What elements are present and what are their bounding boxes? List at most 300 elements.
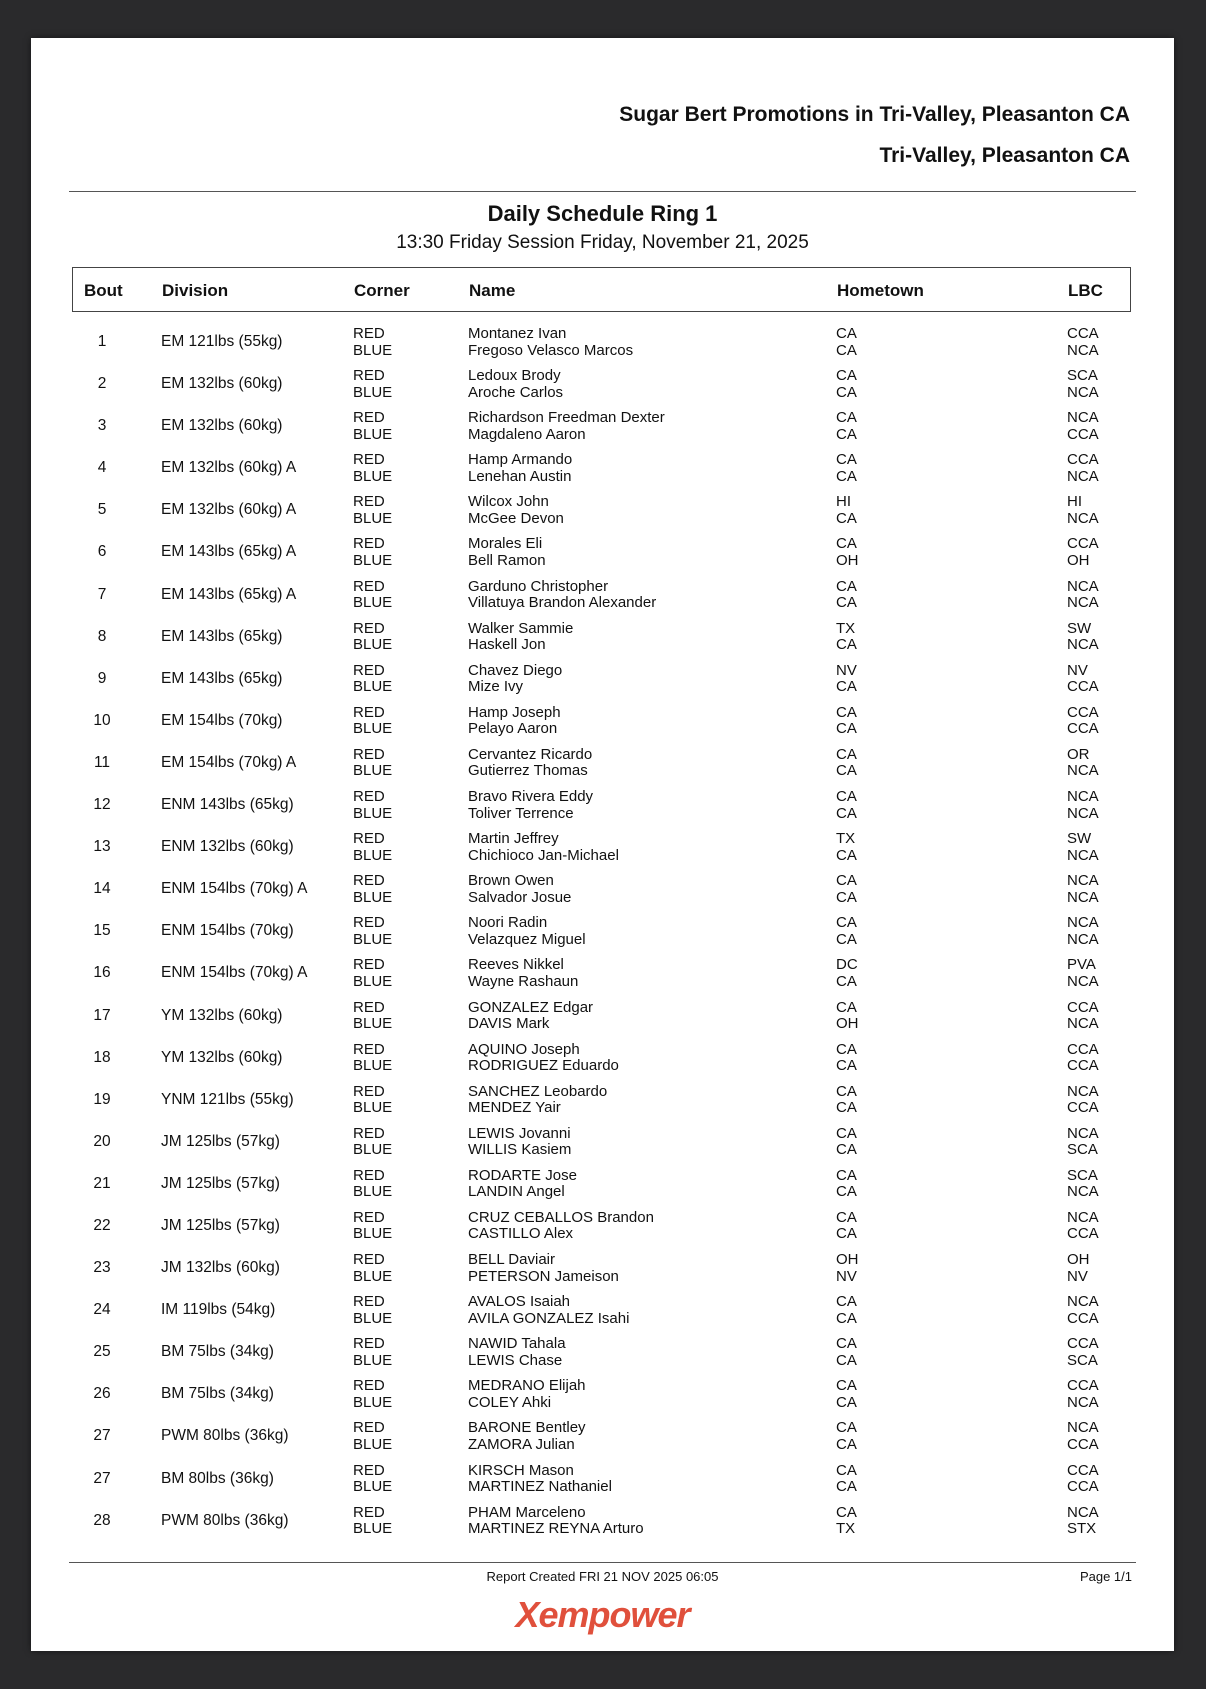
hometown [836,915,857,948]
lbc-red: CCA [1067,703,1099,721]
hometown-blue: CA [836,594,857,612]
lbc [1067,326,1099,359]
hometown-red: CA [836,745,857,763]
boxer-name-red: Garduno Christopher [468,577,609,595]
corner [353,1252,392,1285]
corner-red: RED [353,325,385,342]
bout-number: 11 [93,753,111,771]
hometown [836,1463,857,1496]
hometown-blue: CA [836,720,857,738]
boxer-name [468,1084,607,1117]
hometown-blue: CA [836,1478,857,1496]
boxer-name-blue: Pelayo Aaron [468,720,558,738]
corner-blue: BLUE [353,972,393,990]
lbc [1067,1210,1099,1243]
lbc [1067,1336,1099,1369]
corner [353,1210,392,1243]
hometown-red: CA [836,1461,857,1479]
boxer-name-blue: AVILA GONZALEZ Isahi [468,1309,630,1327]
corner [353,1168,392,1201]
table-row [31,1080,1174,1122]
division: EM 132lbs (60kg) [161,417,283,435]
division: PWM 80lbs (36kg) [161,1511,289,1529]
corner [353,705,392,738]
lbc-blue: NCA [1067,467,1099,485]
lbc [1067,831,1099,864]
hometown-blue: CA [836,1099,857,1117]
xempower-logo: Xempower [515,1594,690,1635]
boxer-name-red: Martin Jeffrey [468,830,559,848]
corner [353,1294,392,1327]
lbc [1067,1294,1099,1327]
corner [353,579,392,612]
boxer-name-blue: WILLIS Kasiem [468,1141,572,1159]
hometown [836,621,857,654]
hometown-red: OH [836,1251,859,1269]
lbc [1067,1168,1099,1201]
lbc-blue: SCA [1067,1141,1098,1159]
bout-number: 7 [97,585,107,603]
boxer-name-red: Ledoux Brody [468,367,561,385]
hometown [836,1042,857,1075]
table-header [72,267,1131,312]
corner-blue: BLUE [353,888,393,906]
corner-red: RED [353,956,385,974]
hometown [836,368,857,401]
boxer-name-blue: LEWIS Chase [468,1351,563,1369]
lbc-blue: CCA [1067,1309,1099,1327]
boxer-name-red: CRUZ CEBALLOS Brandon [468,1208,654,1226]
hometown [836,1168,857,1201]
corner-red: RED [353,1251,385,1269]
hometown-red: CA [836,872,857,890]
bout-number: 20 [93,1132,111,1150]
boxer-name-red: PHAM Marceleno [468,1503,586,1521]
boxer-name [468,1252,619,1285]
boxer-name-red: KIRSCH Mason [468,1461,574,1479]
boxer-name [468,326,633,359]
table-row [31,532,1174,574]
boxer-name [468,410,665,443]
corner-blue: BLUE [353,594,393,612]
lbc [1067,1505,1099,1538]
lbc-red: HI [1067,493,1082,511]
corner-blue: BLUE [353,804,393,822]
table-row [31,575,1174,617]
lbc-red: SW [1067,830,1092,848]
lbc [1067,579,1099,612]
lbc-blue: CCA [1067,1099,1099,1117]
lbc-blue: NCA [1067,972,1099,990]
corner-red: RED [353,788,385,806]
lbc-red: NV [1067,661,1088,679]
division: ENM 154lbs (70kg) A [161,880,308,898]
division: EM 154lbs (70kg) A [161,753,297,771]
hometown [836,747,857,780]
corner [353,410,392,443]
hometown-red: DC [836,956,858,974]
boxer-name-blue: Haskell Jon [468,636,546,654]
boxer-name [468,536,546,569]
corner-red: RED [353,535,385,553]
bout-number: 6 [97,543,107,561]
boxer-name-red: Richardson Freedman Dexter [468,409,665,427]
division: EM 143lbs (65kg) A [161,543,297,561]
lbc [1067,1126,1099,1159]
boxer-name-blue: PETERSON Jameison [468,1267,619,1285]
corner-blue: BLUE [353,1351,393,1369]
corner [353,831,392,864]
boxer-name-red: LEWIS Jovanni [468,1124,571,1142]
table-row [31,1164,1174,1206]
bout-number: 24 [93,1301,111,1319]
page-number: Page 1/1 [1079,1569,1132,1584]
division: JM 125lbs (57kg) [161,1216,280,1234]
bout-number: 4 [97,459,107,477]
lbc [1067,915,1099,948]
boxer-name-blue: ZAMORA Julian [468,1435,575,1453]
division: EM 143lbs (65kg) A [161,585,297,603]
lbc [1067,452,1099,485]
table-row [31,953,1174,995]
footer-divider [69,1562,1136,1563]
bout-number: 26 [93,1385,111,1403]
lbc-red: NCA [1067,1293,1099,1311]
table-row [31,1332,1174,1374]
corner-blue: BLUE [353,636,393,654]
boxer-name [468,1210,654,1243]
hometown-blue: CA [836,1141,857,1159]
corner-blue: BLUE [353,1520,393,1538]
division: BM 80lbs (36kg) [161,1469,274,1487]
lbc-red: NCA [1067,1124,1099,1142]
division: EM 143lbs (65kg) [161,669,283,687]
boxer-name-red: Hamp Joseph [468,703,561,721]
hometown-red: CA [836,367,857,385]
corner-red: RED [353,409,385,427]
column-header-bout: Bout [84,281,123,300]
lbc-blue: NCA [1067,594,1099,612]
division: ENM 154lbs (70kg) [161,922,294,940]
lbc-red: CCA [1067,535,1099,553]
corner-blue: BLUE [353,1225,393,1243]
corner-red: RED [353,1503,385,1521]
corner [353,536,392,569]
hometown-blue: OH [836,1015,859,1032]
corner-blue: BLUE [353,467,393,485]
boxer-name-blue: Fregoso Velasco Marcos [468,341,634,359]
venue-title: Tri-Valley, Pleasanton CA [879,144,1130,167]
table-row [31,869,1174,911]
hometown-red: CA [836,535,857,553]
lbc-red: NCA [1067,577,1099,595]
lbc-red: NCA [1067,1503,1099,1521]
lbc-red: SW [1067,619,1092,637]
hometown-blue: CA [836,1435,857,1453]
hometown-blue: CA [836,509,857,527]
corner-blue: BLUE [353,762,393,780]
table-row [31,1290,1174,1332]
table-row [31,1501,1174,1543]
corner [353,789,392,822]
corner [353,1042,392,1075]
boxer-name-blue: MENDEZ Yair [468,1099,561,1117]
boxer-name [468,915,586,948]
hometown-red: CA [836,1419,857,1437]
lbc-red: PVA [1067,956,1096,974]
hometown-blue: TX [836,1520,856,1538]
hometown-blue: OH [836,551,859,569]
hometown [836,1378,857,1411]
bout-number: 10 [93,711,111,729]
lbc [1067,368,1099,401]
corner-blue: BLUE [353,846,393,864]
hometown-red: TX [836,619,856,637]
lbc [1067,1420,1099,1453]
corner [353,1084,392,1117]
corner-blue: BLUE [353,1435,393,1453]
bout-number: 19 [93,1090,111,1108]
header-divider [69,191,1136,192]
column-header-name: Name [469,281,516,300]
lbc-red: CCA [1067,1335,1099,1353]
boxer-name [468,1126,571,1159]
table-row [31,827,1174,869]
hometown-red: CA [836,703,857,721]
hometown [836,831,857,864]
corner [353,494,392,527]
table-row [31,1122,1174,1164]
lbc-blue: NCA [1067,804,1099,822]
table-row [31,490,1174,532]
hometown-blue: CA [836,1183,857,1201]
corner [353,1463,392,1496]
boxer-name-blue: MARTINEZ Nathaniel [468,1478,612,1496]
hometown [836,579,857,612]
hometown-red: HI [836,493,851,511]
hometown-blue: CA [836,1393,857,1411]
hometown-blue: CA [836,467,857,485]
lbc-blue: NCA [1067,341,1099,359]
table-row [31,448,1174,490]
lbc-red: CCA [1067,325,1099,342]
corner-blue: BLUE [353,1141,393,1159]
report-created: Report Created FRI 21 NOV 2025 06:05 [486,1569,719,1584]
boxer-name [468,1000,593,1033]
promoter-title: Sugar Bert Promotions in Tri-Valley, Pleasanton CA [619,103,1130,126]
lbc-blue: CCA [1067,1225,1099,1243]
hometown-blue: CA [836,383,857,401]
boxer-name-blue: COLEY Ahki [468,1393,552,1411]
corner-red: RED [353,1293,385,1311]
corner-red: RED [353,914,385,932]
table-row [31,785,1174,827]
lbc [1067,494,1099,527]
table-row [31,743,1174,785]
corner [353,326,392,359]
hometown [836,1336,857,1369]
boxer-name [468,747,592,780]
hometown-blue: CA [836,636,857,654]
lbc [1067,747,1099,780]
hometown [836,494,857,527]
hometown-red: CA [836,1293,857,1311]
lbc-blue: CCA [1067,678,1099,696]
lbc-blue: NCA [1067,1393,1099,1411]
hometown-blue: NV [836,1267,857,1285]
hometown [836,1294,857,1327]
lbc-blue: STX [1067,1520,1097,1538]
column-header-hometown: Hometown [837,281,924,300]
boxer-name [468,789,593,822]
boxer-name-blue: Magdaleno Aaron [468,425,586,443]
lbc [1067,1252,1090,1285]
boxer-name [468,452,572,485]
lbc-red: NCA [1067,872,1099,890]
table-row [31,1038,1174,1080]
lbc-blue: NCA [1067,1183,1099,1201]
hometown-red: CA [836,1040,857,1058]
corner-red: RED [353,830,385,848]
corner [353,663,392,696]
corner-red: RED [353,1335,385,1353]
corner-blue: BLUE [353,1015,393,1032]
boxer-name [468,621,573,654]
lbc [1067,789,1099,822]
document-page [31,38,1174,1651]
hometown [836,663,857,696]
hometown-red: CA [836,325,857,342]
lbc-blue: CCA [1067,720,1099,738]
lbc [1067,536,1099,569]
bout-number: 28 [93,1511,111,1529]
boxer-name [468,1294,629,1327]
lbc-blue: CCA [1067,1478,1099,1496]
lbc-red: NCA [1067,1082,1099,1100]
hometown-red: CA [836,1166,857,1184]
boxer-name-blue: CASTILLO Alex [468,1225,574,1243]
corner [353,957,392,990]
hometown-blue: CA [836,930,857,948]
lbc-red: CCA [1067,1040,1099,1058]
corner-blue: BLUE [353,1099,393,1117]
corner-red: RED [353,493,385,511]
boxer-name-red: BELL Daviair [468,1251,555,1269]
boxer-name-blue: RODRIGUEZ Eduardo [468,1057,619,1075]
hometown-blue: CA [836,341,857,359]
hometown-red: CA [836,998,857,1016]
corner-red: RED [353,367,385,385]
corner-blue: BLUE [353,1393,393,1411]
division: EM 132lbs (60kg) A [161,459,297,477]
boxer-name-red: Bravo Rivera Eddy [468,788,594,806]
bout-number: 12 [93,796,111,814]
boxer-name-red: Walker Sammie [468,619,574,637]
boxer-name-red: Brown Owen [468,872,554,890]
bout-number: 27 [93,1469,111,1487]
lbc [1067,705,1099,738]
corner-red: RED [353,577,385,595]
corner [353,621,392,654]
boxer-name-blue: Salvador Josue [468,888,572,906]
hometown [836,705,857,738]
hometown [836,1126,857,1159]
boxer-name [468,1505,644,1538]
division: EM 132lbs (60kg) A [161,501,297,519]
hometown-red: CA [836,914,857,932]
boxer-name-blue: Mize Ivy [468,678,524,696]
corner-blue: BLUE [353,341,393,359]
table-row [31,1416,1174,1458]
boxer-name-red: SANCHEZ Leobardo [468,1082,608,1100]
lbc-red: NCA [1067,409,1099,427]
division: JM 125lbs (57kg) [161,1174,280,1192]
hometown-blue: CA [836,1225,857,1243]
boxer-name-blue: Velazquez Miguel [468,930,586,948]
bout-number: 2 [97,375,107,393]
boxer-name-red: AVALOS Isaiah [468,1293,570,1311]
boxer-name [468,957,578,990]
boxer-name-blue: McGee Devon [468,509,564,527]
corner-blue: BLUE [353,930,393,948]
corner-blue: BLUE [353,551,393,569]
lbc [1067,410,1099,443]
boxer-name [468,1336,566,1369]
corner-red: RED [353,1419,385,1437]
lbc-blue: NCA [1067,1015,1099,1032]
boxer-name [468,1420,586,1453]
boxer-name [468,1378,586,1411]
lbc [1067,1463,1099,1496]
hometown [836,410,857,443]
corner-red: RED [353,1461,385,1479]
bout-number: 18 [93,1048,111,1066]
corner-red: RED [353,745,385,763]
corner [353,452,392,485]
corner-red: RED [353,1082,385,1100]
corner [353,1378,392,1411]
lbc-red: CCA [1067,1461,1099,1479]
boxer-name-blue: DAVIS Mark [468,1015,550,1032]
hometown [836,1084,857,1117]
bout-number: 27 [93,1427,111,1445]
corner [353,1420,392,1453]
boxer-name [468,873,571,906]
boxer-name-red: Noori Radin [468,914,548,932]
hometown-blue: CA [836,972,857,990]
lbc-blue: NCA [1067,383,1099,401]
bout-number: 9 [97,669,107,687]
hometown [836,452,857,485]
corner [353,915,392,948]
hometown [836,1000,859,1033]
lbc [1067,1378,1099,1411]
corner-red: RED [353,1208,385,1226]
lbc-blue: NCA [1067,636,1099,654]
corner-red: RED [353,998,385,1016]
hometown-red: CA [836,1082,857,1100]
boxer-name-blue: Wayne Rashaun [468,972,579,990]
hometown [836,1420,857,1453]
division: EM 132lbs (60kg) [161,375,283,393]
table-row [31,659,1174,701]
lbc [1067,873,1099,906]
bout-number: 13 [93,838,111,856]
corner [353,368,392,401]
lbc-red: CCA [1067,451,1099,469]
boxer-name-blue: LANDIN Angel [468,1183,565,1201]
hometown-blue: CA [836,425,857,443]
